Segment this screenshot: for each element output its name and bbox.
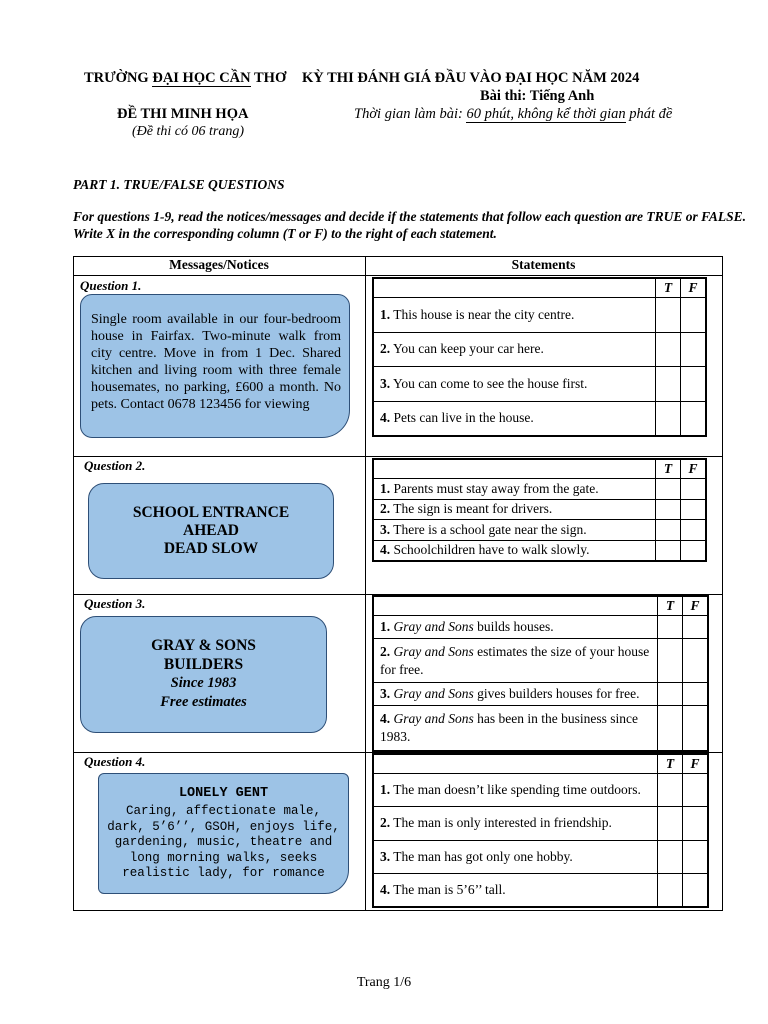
false-column-header: F: [683, 597, 708, 616]
statement-text: 2. You can keep your car here.: [374, 332, 656, 367]
notice-line: Since 1983: [170, 675, 237, 691]
true-answer-cell[interactable]: [658, 873, 683, 906]
false-answer-cell[interactable]: [683, 774, 708, 807]
question-4-statements: [372, 753, 709, 908]
statement-text: 4. Pets can live in the house.: [374, 401, 656, 436]
statement-text: 4. The man is 5’6’’ tall.: [374, 873, 658, 906]
question-1-label: Question 1.: [80, 278, 142, 293]
false-column-header: F: [681, 279, 706, 298]
question-1-notice-text: Single room available in our four-bedroom house in Fairfax. Two-minute walk from city centre. Move in from 1 Dec. Shared kitchen and living room with three female housemates, no parking, £600 a month. No pets. Contact 0678 123456 for viewing: [91, 312, 341, 412]
false-answer-cell[interactable]: [683, 683, 708, 706]
false-answer-cell[interactable]: [681, 540, 706, 561]
false-answer-cell[interactable]: [681, 499, 706, 520]
false-answer-cell[interactable]: [683, 807, 708, 840]
question-2-notice: [88, 483, 334, 579]
notice-line: SCHOOL ENTRANCE: [132, 504, 290, 521]
notice-line: DEAD SLOW: [163, 540, 259, 557]
row-divider: [73, 456, 722, 457]
question-2-statements: [372, 458, 707, 562]
column-header-statements: Statements: [511, 257, 576, 272]
statement-text: 3. There is a school gate near the sign.: [374, 520, 656, 541]
true-answer-cell[interactable]: [656, 520, 681, 541]
notice-title: LONELY GENT: [178, 786, 269, 801]
true-column-header: T: [658, 597, 683, 616]
statement-text: 4. Gray and Sons has been in the business since 1983.: [374, 706, 658, 751]
false-answer-cell[interactable]: [681, 401, 706, 436]
notice-line: AHEAD: [183, 522, 239, 539]
false-answer-cell[interactable]: [681, 479, 706, 500]
false-answer-cell[interactable]: [681, 298, 706, 333]
question-3-label: Question 3.: [84, 596, 146, 611]
question-1-statements: [372, 277, 707, 437]
statement-text: 1. Parents must stay away from the gate.: [374, 479, 656, 500]
statement-text: 3. You can come to see the house first.: [374, 367, 656, 402]
notice-line: BUILDERS: [163, 655, 244, 673]
true-answer-cell[interactable]: [658, 840, 683, 873]
true-answer-cell[interactable]: [658, 774, 683, 807]
notice-line: GRAY & SONS: [151, 637, 256, 654]
question-1-notice: [80, 294, 350, 438]
false-answer-cell[interactable]: [683, 706, 708, 751]
instructions: For questions 1-9, read the notices/messages and decide if the statements that follow each question are TRUE or FALSE. Write X in the corresponding column (T or F) to the right of each statement.: [73, 209, 747, 241]
true-answer-cell[interactable]: [656, 367, 681, 402]
statement-text: 1. The man doesn’t like spending time outdoors.: [374, 774, 658, 807]
false-answer-cell[interactable]: [681, 332, 706, 367]
question-4-label: Question 4.: [84, 754, 146, 769]
sample-exam-label: ĐỀ THI MINH HỌA: [117, 106, 249, 122]
false-column-header: F: [681, 460, 706, 479]
true-answer-cell[interactable]: [658, 616, 683, 639]
true-answer-cell[interactable]: [658, 807, 683, 840]
page-count-note: (Đề thi có 06 trang): [132, 124, 244, 139]
university-name: TRƯỜNG ĐẠI HỌC CẦN THƠ: [84, 70, 287, 86]
true-answer-cell[interactable]: [656, 540, 681, 561]
notice-body: Caring, affectionate male, dark, 5’6’’, GSOH, enjoys life, gardening, music, theatre and long morning walks, seeks realistic lady, for romance: [107, 804, 340, 880]
part-title: PART 1. TRUE/FALSE QUESTIONS: [73, 177, 285, 192]
false-answer-cell[interactable]: [683, 840, 708, 873]
false-answer-cell[interactable]: [683, 638, 708, 683]
exam-subject: Bài thi: Tiếng Anh: [480, 88, 595, 104]
false-answer-cell[interactable]: [681, 367, 706, 402]
notice-line: Free estimates: [160, 693, 247, 710]
false-column-header: F: [683, 755, 708, 774]
false-answer-cell[interactable]: [683, 873, 708, 906]
question-4-notice: [98, 773, 349, 894]
statement-text: 3. Gray and Sons gives builders houses for free.: [374, 683, 658, 706]
false-answer-cell[interactable]: [683, 616, 708, 639]
question-3-statements: [372, 595, 709, 752]
statement-text: 2. The sign is meant for drivers.: [374, 499, 656, 520]
header-divider: [73, 275, 722, 276]
exam-title: KỲ THI ĐÁNH GIÁ ĐẦU VÀO ĐẠI HỌC NĂM 2024: [302, 70, 640, 86]
question-3-notice: [80, 616, 327, 733]
true-answer-cell[interactable]: [658, 638, 683, 683]
true-answer-cell[interactable]: [658, 706, 683, 751]
true-answer-cell[interactable]: [656, 332, 681, 367]
true-answer-cell[interactable]: [656, 298, 681, 333]
statement-text: 4. Schoolchildren have to walk slowly.: [374, 540, 656, 561]
true-column-header: T: [656, 279, 681, 298]
statement-text: 3. The man has got only one hobby.: [374, 840, 658, 873]
column-divider: [365, 256, 366, 910]
statement-text: 2. The man is only interested in friendship.: [374, 807, 658, 840]
statement-text: 1. Gray and Sons builds houses.: [374, 616, 658, 639]
true-column-header: T: [656, 460, 681, 479]
statement-text: 1. This house is near the city centre.: [374, 298, 656, 333]
true-answer-cell[interactable]: [658, 683, 683, 706]
page-number: Trang 1/6: [356, 975, 412, 990]
false-answer-cell[interactable]: [681, 520, 706, 541]
true-answer-cell[interactable]: [656, 401, 681, 436]
column-header-notices: Messages/Notices: [169, 257, 269, 272]
true-column-header: T: [658, 755, 683, 774]
true-answer-cell[interactable]: [656, 499, 681, 520]
question-2-label: Question 2.: [84, 458, 146, 473]
statement-text: 2. Gray and Sons estimates the size of your house for free.: [374, 638, 658, 683]
true-answer-cell[interactable]: [656, 479, 681, 500]
exam-duration: Thời gian làm bài: 60 phút, không kể thời gian phát đề: [354, 106, 673, 122]
